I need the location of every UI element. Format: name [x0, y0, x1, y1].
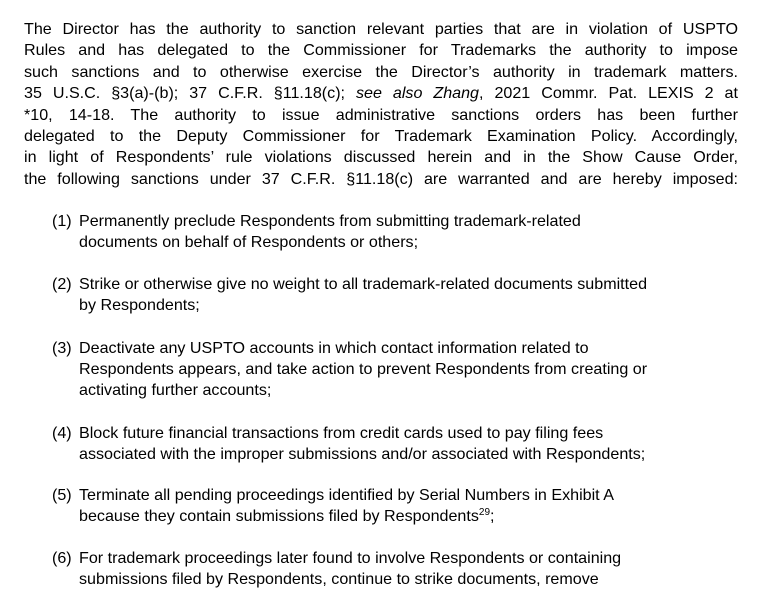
paragraph-line: the following sanctions under 37 C.F.R. §11.18(c) are warranted and are hereby imposed:: [24, 169, 738, 188]
item-line: submissions filed by Respondents, continue to strike documents, remove: [79, 570, 599, 588]
paragraph-line: *10, 14-18. The authority to issue administrative sanctions orders has been further: [24, 105, 738, 124]
item-text: [79, 548, 621, 590]
item-line-punct: ;: [490, 507, 495, 525]
item-line: associated with the improper submissions and/or associated with Respondents;: [79, 445, 646, 463]
item-line: Block future financial transactions from credit cards used to pay filing fees: [79, 424, 604, 442]
item-line: Deactivate any USPTO accounts in which contact information related to: [79, 339, 589, 357]
paragraph-line: Rules and has delegated to the Commissioner for Trademarks the authority to impose: [24, 41, 738, 60]
item-line: by Respondents;: [79, 296, 200, 314]
item-text: [79, 338, 647, 401]
citation-text-end: , 2021 Commr. Pat. LEXIS 2 at: [479, 84, 738, 103]
item-line: documents on behalf of Respondents or others;: [79, 233, 419, 251]
item-number: (6): [52, 549, 72, 567]
item-line: Permanently preclude Respondents from submitting trademark-related: [79, 212, 581, 230]
item-number: (2): [52, 275, 72, 293]
item-number: (4): [52, 424, 72, 442]
item-line: because they contain submissions filed by Respondents: [79, 507, 479, 525]
citation-line: [24, 83, 738, 104]
item-text: [79, 485, 614, 527]
footnote-ref-29[interactable]: 29: [478, 507, 491, 518]
item-line: Strike or otherwise give no weight to all trademark-related documents submitted: [79, 275, 648, 293]
paragraph-line: delegated to the Deputy Commissioner for Trademark Examination Policy. Accordingly,: [24, 126, 738, 145]
citation-italic-text: see also Zhang: [355, 84, 480, 103]
item-text: [79, 274, 647, 316]
item-number: (5): [52, 486, 72, 504]
paragraph-line: in light of Respondents’ rule violations discussed herein and in the Show Cause Order,: [24, 148, 738, 167]
citation-text: 35 U.S.C. §3(a)-(b); 37 C.F.R. §11.18(c);: [24, 84, 356, 103]
item-number: (3): [52, 339, 72, 357]
item-line: activating further accounts;: [79, 381, 272, 399]
item-number: (1): [52, 212, 72, 230]
item-line: For trademark proceedings later found to involve Respondents or containing: [79, 549, 622, 567]
intro-paragraph: [24, 19, 738, 190]
item-text: [79, 423, 645, 465]
paragraph-line: The Director has the authority to sanction relevant parties that are in violation of USPTO: [24, 20, 738, 38]
paragraph-line: such sanctions and to otherwise exercise the Director’s authority in trademark matters.: [24, 62, 738, 81]
item-line-with-footnote: [79, 506, 614, 527]
item-line: Respondents appears, and take action to prevent Respondents from creating or: [79, 360, 648, 378]
item-text: [79, 211, 581, 253]
item-line: Terminate all pending proceedings identified by Serial Numbers in Exhibit A: [79, 486, 614, 504]
